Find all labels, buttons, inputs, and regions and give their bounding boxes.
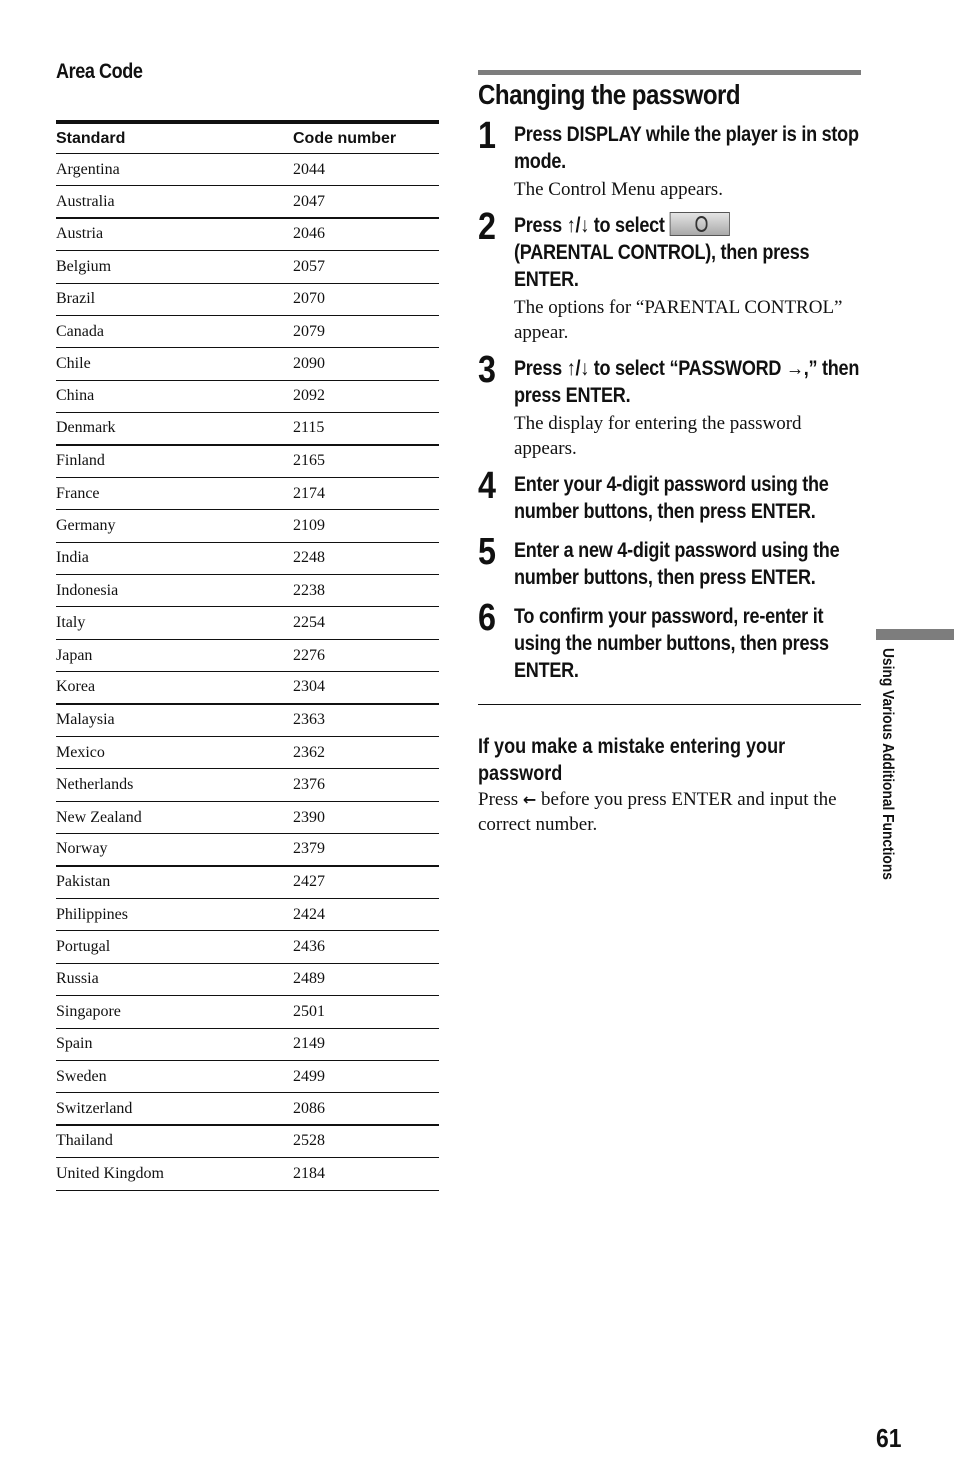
area-code: 2248: [293, 549, 325, 567]
area-code-table: [56, 120, 439, 1191]
country-name: Spain: [56, 1035, 93, 1053]
country-name: Finland: [56, 452, 105, 470]
note-title: If you make a mistake entering your password: [478, 735, 786, 785]
step-instruction-part: Press ↑/↓ to select: [514, 214, 665, 237]
table-row: [56, 186, 439, 218]
country-name: Philippines: [56, 905, 129, 923]
area-code: 2362: [293, 743, 325, 761]
country-name: Germany: [56, 516, 116, 534]
country-name: New Zealand: [56, 808, 142, 826]
table-row: [56, 640, 439, 672]
area-code: 2149: [293, 1035, 325, 1053]
table-row: [56, 478, 439, 510]
country-name: Netherlands: [56, 776, 134, 794]
country-name: Denmark: [56, 419, 116, 437]
area-code: 2363: [293, 711, 325, 729]
table-row: [56, 899, 439, 931]
country-name: Austria: [56, 225, 104, 243]
step-number: 5: [478, 531, 496, 573]
back-arrow-icon: ←: [522, 790, 537, 809]
table-row: [56, 737, 439, 769]
country-name: Japan: [56, 646, 93, 664]
area-code: 2304: [293, 678, 325, 696]
area-code-title: Area Code: [56, 60, 143, 83]
table-row: [56, 154, 439, 186]
area-code: 2184: [293, 1164, 325, 1182]
table-row: [56, 964, 439, 996]
side-tab-bar: [876, 629, 954, 640]
table-row: [56, 1061, 439, 1093]
area-code: 2427: [293, 873, 325, 891]
table-row: [56, 219, 439, 251]
parental-control-icon: [670, 212, 730, 236]
step-1: [478, 115, 861, 202]
area-code: 2047: [293, 192, 325, 210]
changing-password-section: [478, 70, 861, 837]
area-code: 2070: [293, 290, 325, 308]
table-row: [56, 446, 439, 478]
step-5: [478, 531, 861, 591]
table-row: [56, 672, 439, 704]
area-code: 2390: [293, 808, 325, 826]
table-row: [56, 996, 439, 1028]
step-2: [478, 206, 861, 345]
table-row: [56, 834, 439, 866]
country-name: Italy: [56, 614, 86, 632]
side-tab: [878, 648, 902, 948]
header-code-number: Code number: [293, 129, 397, 147]
area-code: 2376: [293, 776, 325, 794]
country-name: Pakistan: [56, 873, 111, 891]
table-row: [56, 705, 439, 737]
table-row: [56, 510, 439, 542]
note-body: [478, 787, 861, 837]
table-row: [56, 931, 439, 963]
country-name: Thailand: [56, 1132, 113, 1150]
table-row: [56, 1093, 439, 1125]
area-code: 2501: [293, 1002, 325, 1020]
table-row: [56, 413, 439, 445]
area-code: 2046: [293, 225, 325, 243]
country-name: Norway: [56, 840, 108, 858]
country-name: Mexico: [56, 743, 105, 761]
area-code: 2238: [293, 581, 325, 599]
area-code: 2174: [293, 484, 325, 502]
table-row: [56, 1158, 439, 1190]
table-row: [56, 316, 439, 348]
area-code: 2115: [293, 419, 325, 437]
area-code: 2165: [293, 452, 325, 470]
country-name: Argentina: [56, 160, 120, 178]
step-3: [478, 349, 861, 461]
step-instruction: Press DISPLAY while the player is in stop mode.: [514, 123, 859, 173]
area-code: 2436: [293, 938, 325, 956]
area-code: 2044: [293, 160, 325, 178]
step-description: The options for “PARENTAL CONTROL” appear.: [514, 297, 843, 343]
country-name: India: [56, 549, 89, 567]
country-name: Indonesia: [56, 581, 119, 599]
country-name: United Kingdom: [56, 1164, 164, 1182]
area-code: 2090: [293, 355, 325, 373]
country-name: Brazil: [56, 290, 96, 308]
area-code: 2057: [293, 257, 325, 275]
section-rule: [478, 70, 861, 75]
table-row: [56, 381, 439, 413]
area-code: 2528: [293, 1132, 325, 1150]
country-name: Switzerland: [56, 1099, 133, 1117]
area-code: 2379: [293, 840, 325, 858]
table-row: [56, 1126, 439, 1158]
table-row: [56, 284, 439, 316]
country-name: Malaysia: [56, 711, 115, 729]
step-number: 2: [478, 206, 496, 248]
table-header: [56, 124, 439, 154]
table-row: [56, 867, 439, 899]
country-name: Australia: [56, 192, 115, 210]
country-name: China: [56, 387, 95, 405]
area-code-section: [56, 60, 439, 1182]
country-name: France: [56, 484, 100, 502]
step-description: The display for entering the password appears.: [514, 413, 802, 459]
step-instruction: Enter a new 4-digit password using the number buttons, then press ENTER.: [514, 539, 840, 589]
area-code: 2499: [293, 1067, 325, 1085]
note-text: before you press ENTER and input the correct number.: [478, 789, 837, 835]
area-code: 2424: [293, 905, 325, 923]
table-row: [56, 607, 439, 639]
step-number: 1: [478, 115, 496, 157]
country-name: Belgium: [56, 257, 112, 275]
country-name: Russia: [56, 970, 99, 988]
step-instruction-part: (PARENTAL CONTROL), then press ENTER.: [514, 241, 810, 291]
step-instruction: Enter your 4-digit password using the number buttons, then press ENTER.: [514, 473, 829, 523]
step-number: 3: [478, 349, 496, 391]
table-row: [56, 1029, 439, 1061]
table-row: [56, 769, 439, 801]
area-code: 2079: [293, 322, 325, 340]
area-code: 2276: [293, 646, 325, 664]
area-code: 2092: [293, 387, 325, 405]
table-row: [56, 251, 439, 283]
step-4: [478, 465, 861, 525]
mistake-note: [478, 733, 861, 837]
table-row: [56, 543, 439, 575]
table-row: [56, 575, 439, 607]
area-code: 2489: [293, 970, 325, 988]
page-number: 61: [876, 1423, 902, 1453]
table-row: [56, 348, 439, 380]
area-code: 2109: [293, 516, 325, 534]
area-code: 2254: [293, 614, 325, 632]
step-instruction: Press ↑/↓ to select “PASSWORD →,” then press ENTER.: [514, 357, 860, 407]
step-instruction: To confirm your password, re-enter it using the number buttons, then press ENTER.: [514, 605, 829, 682]
step-description: The Control Menu appears.: [514, 179, 723, 200]
note-text: Press: [478, 789, 519, 810]
country-name: Chile: [56, 355, 91, 373]
step-instruction: [514, 212, 860, 293]
divider: [478, 704, 861, 705]
section-title: Changing the password: [478, 79, 741, 110]
country-name: Sweden: [56, 1067, 107, 1085]
country-name: Portugal: [56, 938, 111, 956]
area-code: 2086: [293, 1099, 325, 1117]
lock-icon: [696, 216, 708, 232]
header-standard: Standard: [56, 129, 126, 147]
country-name: Canada: [56, 322, 104, 340]
step-number: 6: [478, 597, 496, 639]
step-6: [478, 597, 861, 684]
step-number: 4: [478, 465, 496, 507]
table-row: [56, 802, 439, 834]
country-name: Singapore: [56, 1002, 121, 1020]
side-tab-label: Using Various Additional Functions: [879, 648, 896, 880]
country-name: Korea: [56, 678, 96, 696]
